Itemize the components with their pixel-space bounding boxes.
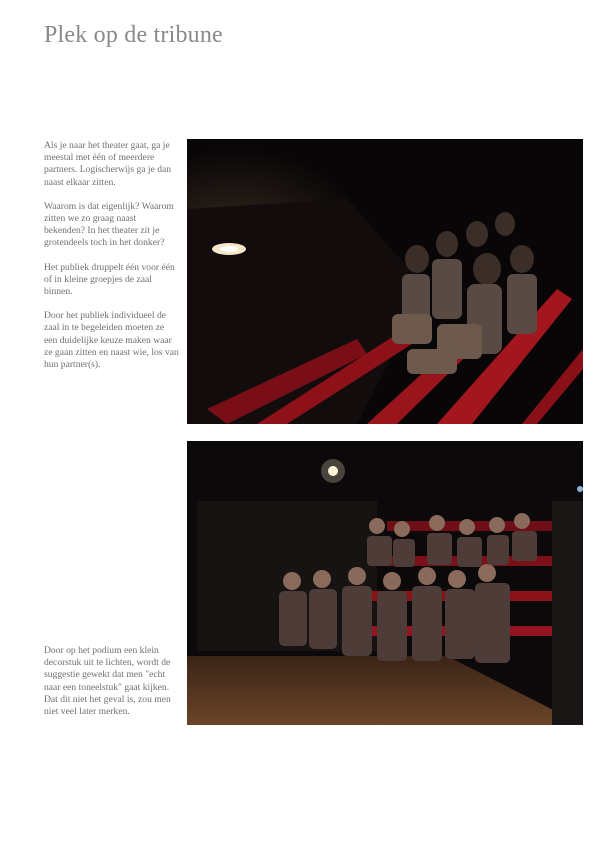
caption-paragraph: Door op het podium een klein decorstuk uit te lichten, wordt de suggestie gewekt dat men "echt naar een toneelstuk" gaat kijken. Dat dit niet het geval is, zou men niet veel later merken. bbox=[44, 645, 171, 718]
intro-paragraph: Waarom is dat eigenlijk? Waarom zitten we zo graag naast bekenden? In het theater zit je grotendeels toch in het donker? bbox=[44, 200, 174, 249]
intro-paragraph: Door het publiek individueel de zaal in te begeleiden moeten ze een duidelijke keuze maken waar ze gaan zitten en naast wie, los van hun partner(s). bbox=[44, 310, 179, 371]
audience-seated-photo bbox=[187, 441, 583, 725]
intro-paragraph: Als je naar het theater gaat, ga je meestal met één of meerdere partners. Logischerwijs ga je dan naast elkaar zitten. bbox=[44, 140, 172, 188]
page-title: Plek op de tribune bbox=[44, 22, 223, 48]
caption-text bbox=[44, 645, 179, 730]
intro-text bbox=[44, 140, 179, 383]
intro-paragraph: Het publiek druppelt één voor één of in kleine groepjes de zaal binnen. bbox=[44, 261, 175, 298]
audience-tribune-photo bbox=[187, 139, 583, 424]
